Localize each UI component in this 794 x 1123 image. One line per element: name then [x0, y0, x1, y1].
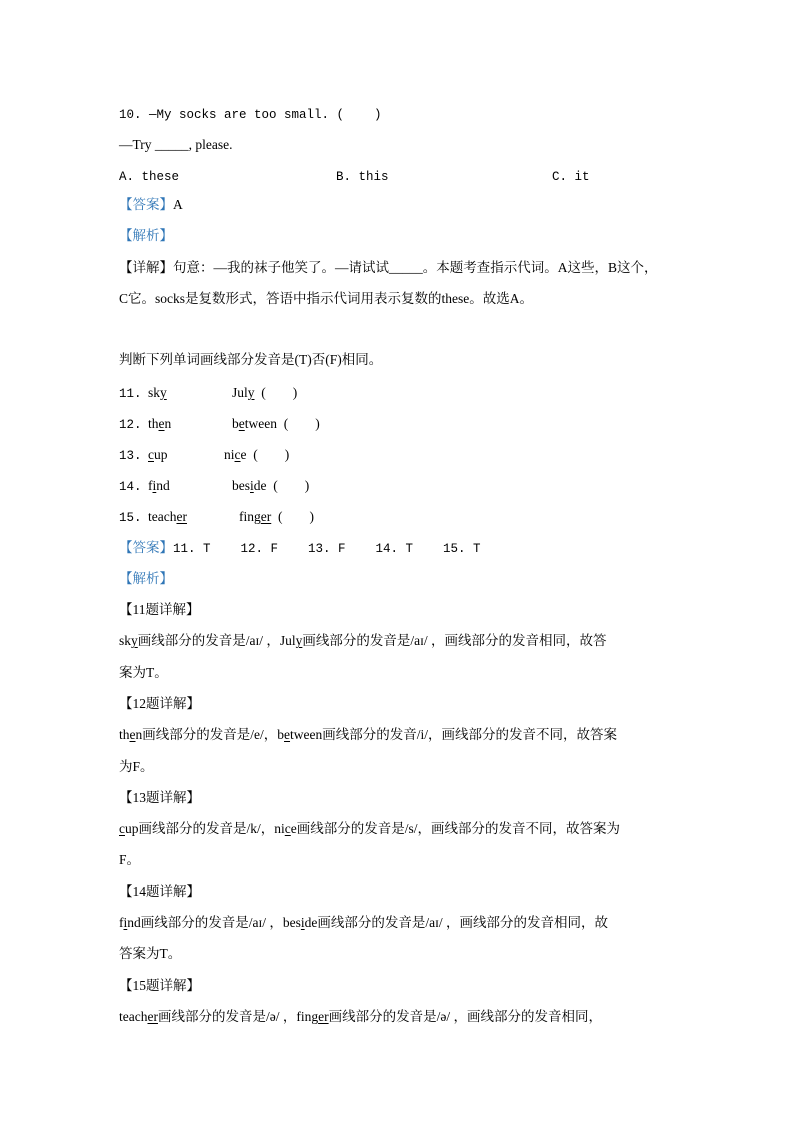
text: 画线部分的发音是/ə/ ，fing	[157, 1008, 319, 1024]
word-2: Jul	[232, 385, 248, 400]
text: 为F。	[119, 758, 154, 774]
pronunciation-item-14	[119, 477, 419, 495]
detail-title: 【14题详解】	[119, 883, 200, 899]
answers-line	[119, 539, 481, 558]
answer-value: A	[173, 197, 183, 212]
detail-title: 【13题详解】	[119, 789, 200, 805]
detail-line	[119, 1008, 602, 1026]
detail-title: 【12题详解】	[119, 695, 200, 711]
text: 【详解】句意：—我的袜子他笑了。—请试试_____。本题考查指示代词。A这些，B这个，	[119, 260, 658, 275]
item-number: 15.	[119, 511, 142, 525]
pronunciation-item-11	[119, 384, 419, 402]
text: nd画线部分的发音是/aɪ/ ，bes	[127, 915, 301, 930]
answer-blank: ( )	[283, 416, 320, 431]
word-1: up	[154, 447, 168, 462]
detail-line	[119, 914, 608, 932]
analysis-heading-2	[119, 570, 173, 588]
detail-line	[119, 726, 617, 744]
option-A: A. these	[119, 170, 180, 184]
detail-line	[119, 290, 533, 308]
underlined-letters: y	[295, 633, 303, 649]
answer-blank: ( )	[278, 509, 314, 524]
text: 画线部分的发音是/aɪ/ ，Jul	[137, 633, 296, 649]
detail-title	[119, 789, 200, 807]
underlined-letters: er	[318, 1008, 329, 1024]
word-1: f	[148, 478, 153, 493]
item-number: 13.	[119, 449, 142, 463]
underlined-letters: c	[284, 821, 291, 837]
pronunciation-item-13	[119, 446, 419, 464]
text: —Try	[119, 137, 155, 152]
word-2: ni	[224, 447, 235, 462]
text: up画线部分的发音是/k/，ni	[125, 821, 285, 837]
underlined-letters: i	[300, 915, 305, 930]
detail-line	[119, 851, 140, 869]
underlined-letters: e	[158, 416, 165, 431]
underlined-letters: c	[148, 447, 154, 462]
analysis-tag: 【解析】	[119, 228, 173, 243]
question-10-reply	[119, 136, 233, 154]
section-instruction	[119, 351, 382, 369]
text: sk	[119, 633, 132, 649]
text: C它。socks是复数形式，答语中指示代词用表示复数的these。故选A。	[119, 291, 533, 306]
question-10-options	[119, 167, 679, 185]
detail-line	[119, 945, 181, 963]
underlined-letters: er	[260, 509, 272, 524]
text: tween画线部分的发音/i/，画线部分的发音不同，故答案	[290, 727, 618, 743]
word-1: nd	[156, 478, 170, 493]
detail-line	[119, 664, 168, 682]
question-10-stem	[119, 105, 382, 124]
text: teach	[119, 1008, 148, 1024]
detail-title	[119, 977, 200, 995]
word-2: e	[240, 447, 247, 462]
underlined-letters: e	[284, 727, 291, 743]
detail-line	[119, 758, 154, 776]
text: , please.	[188, 137, 233, 152]
answer-line	[119, 196, 183, 214]
word-1: teach	[148, 509, 177, 524]
underlined-letters: i	[152, 478, 157, 493]
text: 画线部分的发音是/aɪ/ ，画线部分的发音相同，故答	[302, 633, 607, 649]
text: 画线部分的发音是/ə/ ，画线部分的发音相同，	[328, 1008, 602, 1024]
answer-blank: ( )	[261, 385, 298, 400]
text: f	[119, 915, 124, 930]
detail-title	[119, 883, 200, 901]
detail-title: 【15题详解】	[119, 977, 200, 993]
answer-tag: 【答案】	[119, 540, 173, 555]
pronunciation-item-15	[119, 508, 419, 526]
underlined-letters: c	[119, 821, 125, 837]
item-number: 12.	[119, 418, 142, 432]
option-B: B. this	[336, 170, 389, 184]
answer-values: 11. T 12. F 13. F 14. T 15. T	[173, 542, 481, 556]
text: de画线部分的发音是/aɪ/ ，画线部分的发音相同，故	[304, 915, 609, 930]
detail-line	[119, 820, 620, 838]
detail-title	[119, 695, 200, 713]
detail-title	[119, 601, 200, 619]
item-number: 11.	[119, 387, 142, 401]
word-2: tween	[244, 416, 277, 431]
instruction: 判断下列单词画线部分发音是(T)否(F)相同。	[119, 352, 383, 367]
underlined-letters: y	[160, 385, 167, 400]
text: _____	[154, 137, 189, 152]
underlined-letters: y	[131, 633, 138, 649]
detail-line	[119, 632, 607, 650]
underlined-letters: y	[247, 385, 255, 400]
word-1: sk	[148, 385, 161, 400]
pronunciation-item-12	[119, 415, 419, 433]
word-2: b	[232, 416, 239, 431]
text: F。	[119, 852, 141, 868]
detail-title: 【11题详解】	[119, 602, 200, 617]
answer-blank: ( )	[273, 478, 310, 493]
underlined-letters: er	[176, 509, 187, 524]
underlined-letters: i	[123, 915, 128, 930]
word-1: th	[148, 416, 159, 431]
analysis-heading	[119, 227, 173, 245]
word-1: n	[164, 416, 172, 431]
text: 案为T。	[119, 664, 168, 680]
text: n画线部分的发音是/e/，b	[135, 727, 285, 743]
question-stem: 10. —My socks are too small. ( )	[119, 108, 382, 122]
text: th	[119, 727, 130, 743]
underlined-letters: i	[250, 478, 254, 493]
word-2: bes	[232, 478, 250, 493]
answer-blank: ( )	[253, 447, 290, 462]
text: e画线部分的发音是/s/，画线部分的发音不同，故答案为	[290, 821, 621, 837]
analysis-tag: 【解析】	[119, 571, 173, 586]
underlined-letters: e	[129, 727, 136, 743]
item-number: 14.	[119, 480, 142, 494]
detail-line	[119, 259, 658, 277]
underlined-letters: e	[238, 416, 245, 431]
word-2: fing	[239, 509, 261, 524]
word-2: de	[253, 478, 267, 493]
option-C: C. it	[552, 170, 590, 184]
text: 答案为T。	[119, 946, 182, 962]
underlined-letters: c	[234, 447, 241, 462]
answer-tag: 【答案】	[119, 197, 173, 212]
underlined-letters: er	[147, 1008, 158, 1024]
